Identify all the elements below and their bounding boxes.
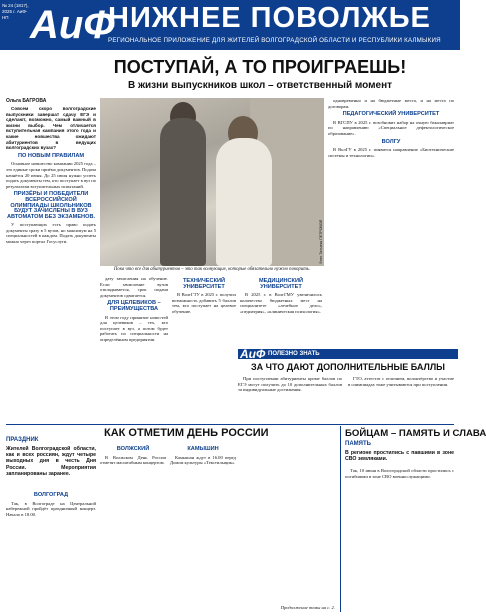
russia-day-col-1 — [6, 490, 96, 610]
uni-medical-text: В 2025 г. в ВолгГМУ увеличилось количество бюджетных мест на специалитете «лечебное дело», «педиатрия», «клиническая психология». — [240, 292, 322, 314]
uni-pedagogical: ПЕДАГОГИЧЕСКИЙ УНИВЕРСИТЕТ — [342, 111, 440, 118]
useful-text-right — [348, 376, 454, 420]
russia-day-col-3 — [170, 444, 236, 610]
mid-text: дату зачисления на обучение. Если зачисление вузов откладывается, срок подачи документов сдвигается. — [100, 276, 168, 298]
useful-text-right-body: ГТО, аттестат с отличием, волонтёрство и участие в олимпиадах тоже учитываются при поступлении. — [348, 376, 454, 387]
useful-text-left — [238, 376, 342, 420]
city-kamyshin-text: Камышан ждут в 16.00 перед Домом культуры «Текстильщик». — [170, 454, 236, 466]
main-subheadline: В жизни выпускников школ – ответственный момент — [127, 80, 393, 91]
right-text: одновременно и на бюджетные места, и на места по договорам. — [328, 98, 454, 109]
photo-person-1 — [160, 118, 206, 266]
uni-pedagogical-text: В ВГСПУ в 2025 г. возобновит набор на очную бакалавриат по направлению «Специальное дефектологическое образование». — [328, 119, 454, 136]
useful-headline: ЗА ЧТО ДАЮТ ДОПОЛНИТЕЛЬНЫЕ БАЛЛЫ — [251, 362, 445, 372]
uni-volgu-text: В ВолГУ в 2025 г. появится направление «Биотехнические системы и технологии». — [328, 147, 454, 158]
city-volzhsky-text: В Волжском День России отметят масштабным концертом. — [100, 454, 166, 466]
uni-volgu: ВОЛГУ — [381, 138, 401, 145]
section-divider — [6, 424, 454, 425]
photo-credit: Фото Татьяны ПЕТРОВОЙ — [319, 219, 323, 264]
newspaper-title: НИЖНЕЕ ПОВОЛЖЬЕ — [108, 2, 431, 34]
lead-paragraph: Совсем скоро волгоградские выпускники завершат сдачу ЕГЭ и сделают, возможно, самый важный в жизни выбор. Чем отличается вступительная кампания этого года и какие новшества ожидают абитуриентов в ведущих волгоградских вузах? — [6, 106, 96, 151]
memory-column — [345, 468, 454, 610]
russia-day-col-2 — [100, 444, 166, 610]
continued-note: Продолжение темы на с. 2. — [280, 605, 335, 610]
section-olympiad-text: У поступающих есть право подать документы сразу в 5 вузов, но максимум на 5 специальностей в каждом. Подать документы можно через портал Госуслуги. — [6, 222, 96, 245]
section-new-rules-text: Основное новшество кампании 2025 года – это единые сроки приёма документов. Подача начнётся 20 июня. До 25 июля нужно успеть подать документы тем, кто поступает в вуз по результатам вступительных испытаний. — [6, 161, 96, 189]
graduates-photo — [100, 98, 324, 266]
useful-bar: ПОЛЕЗНО ЗНАТЬ — [238, 349, 458, 359]
useful-text-left-body: При поступлении абитуриенты кроме баллов по ЕГЭ могут получить до 10 дополнительных баллов за индивидуальные достижения. — [238, 376, 342, 393]
olympiad-callout: ПРИЗЁРЫ И ПОБЕДИТЕЛИ ВСЕРОССИЙСКОЙ ОЛИМПИАДЫ ШКОЛЬНИКОВ БУДУТ ЗАЧИСЛЕНЫ В ВУЗ АВТОМАТОМ БЕЗ ЭКЗАМЕНОВ. — [6, 191, 96, 220]
memory-section: ПАМЯТЬ — [345, 441, 371, 447]
masthead — [0, 0, 460, 50]
city-kamyshin: КАМЫШИН — [187, 446, 219, 452]
russia-day-section: ПРАЗДНИК — [6, 437, 39, 443]
issue-number: № 24 (1817), 2025 г. АиФ-НП — [2, 3, 29, 20]
middle-column-2 — [172, 276, 236, 346]
photo-person-2 — [216, 138, 272, 266]
author: Ольга БАГРОВА — [6, 98, 47, 104]
city-volzhsky: ВОЛЖСКИЙ — [116, 446, 150, 452]
russia-day-lead: Жителей Волгоградской области, как и всех россиян, ждут четыре выходных дня в честь Дня России. Мероприятия запланированы заранее. — [6, 446, 96, 477]
memory-headline: БОЙЦАМ – ПАМЯТЬ И СЛАВА — [345, 428, 486, 439]
memory-lead: В регионе простились с павшими в зоне СВО земляками. — [345, 450, 454, 463]
right-column — [328, 98, 454, 346]
city-volgograd: ВОЛГОГРАД — [33, 492, 69, 498]
middle-column-1 — [100, 276, 168, 346]
uni-medical: МЕДИЦИНСКИЙ УНИВЕРСИТЕТ — [258, 278, 304, 290]
memory-divider — [340, 426, 341, 612]
left-column — [6, 106, 96, 346]
city-volgograd-text: Так, в Волгограде на Центральной набережной пройдёт праздничный концерт. Начало в 18.00. — [6, 500, 96, 517]
useful-bar-logo: АиФ — [240, 347, 266, 361]
middle-column-3 — [240, 276, 322, 346]
section-targeted: ДЛЯ ЦЕЛЕВИКОВ – ПРЕИМУЩЕСТВА — [107, 300, 161, 312]
uni-technical-text: В ВолгГТУ в 2025 г. получил возможность добавить 5 баллов тем, кто поступает на целевое обучение. — [172, 292, 236, 314]
newspaper-subtitle: РЕГИОНАЛЬНОЕ ПРИЛОЖЕНИЕ ДЛЯ ЖИТЕЛЕЙ ВОЛГОГРАДСКОЙ ОБЛАСТИ И РЕСПУБЛИКИ КАЛМЫКИЯ — [108, 37, 441, 44]
memory-text: Так, 10 июня в Волгоградской области простились с погибшими в зоне СВО военнослужащими. — [345, 468, 454, 479]
uni-technical: ТЕХНИЧЕСКИЙ УНИВЕРСИТЕТ — [182, 278, 226, 290]
photo-caption: Пока что все для абитуриентов – это так волнующие, которые обязательно нужно покорить. — [113, 267, 311, 272]
section-targeted-text: В этом году принятие новостей для целевиков – тех, кто поступает в вуз, а потом будет работать по специальности на определённом предприятии. — [100, 314, 168, 342]
main-headline: ПОСТУПАЙ, А ТО ПРОИГРАЕШЬ! — [113, 57, 407, 77]
russia-day-headline: КАК ОТМЕТИМ ДЕНЬ РОССИИ — [104, 427, 269, 439]
aif-logo: АиФ — [30, 3, 115, 47]
section-new-rules: ПО НОВЫМ ПРАВИЛАМ — [17, 152, 85, 159]
